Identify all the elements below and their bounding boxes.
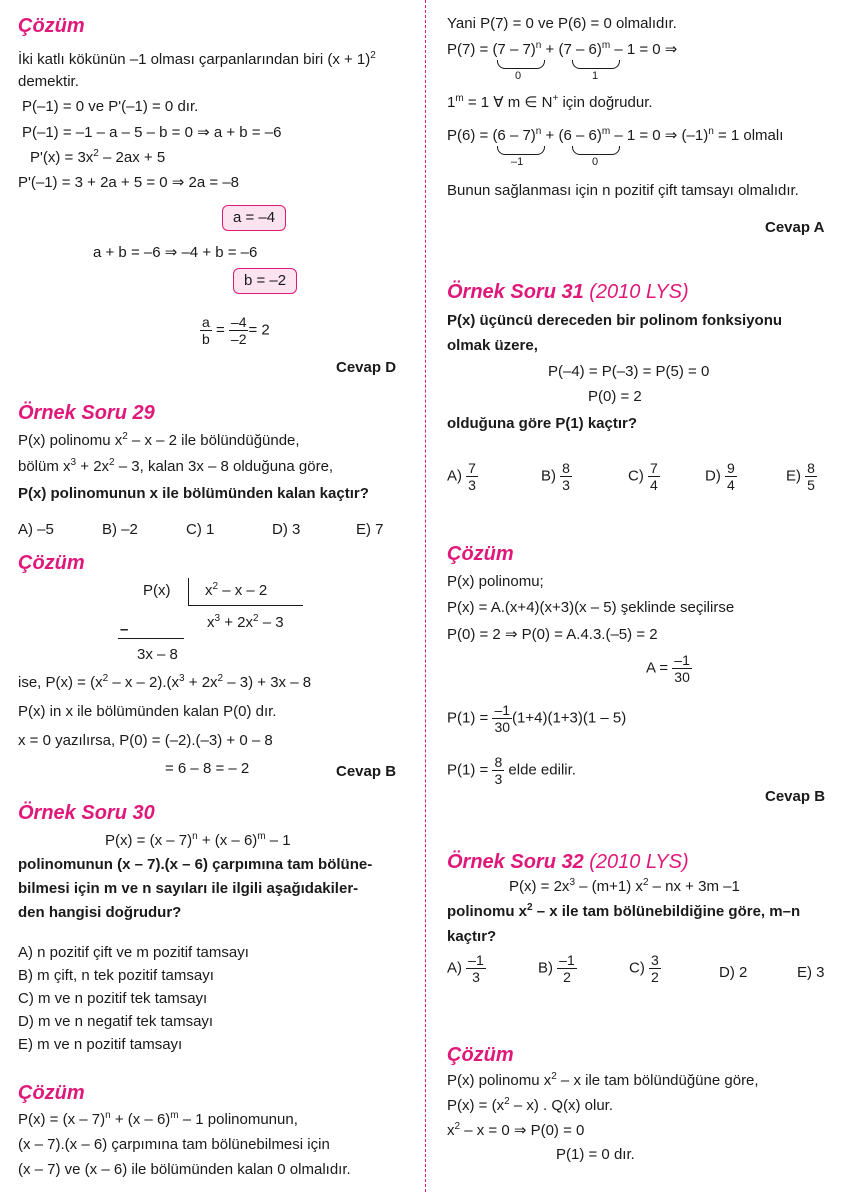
division-bar: [188, 578, 189, 606]
answer-option[interactable]: A) n pozitif çift ve m pozitif tamsayı: [18, 944, 249, 961]
solution-heading: Çözüm: [447, 543, 514, 565]
answer-option[interactable]: A) –5: [18, 521, 54, 538]
fraction-equation: $\frac{a}{b}$ = $\frac{-4}{-2}$ = 2: [202, 314, 270, 347]
text-line: a + b = –6 ⇒ –4 + b = –6: [93, 244, 258, 261]
text-line: $P(x) = (x^2 - x)$ . Q(x) olur.: [447, 1096, 614, 1114]
text-line: $x^2 - x = 0$ ⇒ P(0) = 0: [447, 1121, 585, 1139]
text-line: = 6 – 8 = – 2: [165, 760, 250, 777]
question-text: olmak üzere,: [447, 337, 538, 354]
text-line: P(x) = (x – 7)$^n$ + (x – 6)$^m$ – 1 polinomunun,: [18, 1110, 298, 1128]
text-line: $1^m = 1$ ∀ m ∈ N+ için doğrudur.: [447, 93, 653, 111]
equation: $P(x) = 2x^3 - (m+1)$ $x^2$ – nx + 3m –1: [509, 877, 740, 895]
underbrace: [497, 146, 545, 155]
text-line: P(x) = A.(x+4)(x+3)(x – 5) şeklinde seçilirse: [447, 599, 735, 616]
question-heading: Örnek Soru 29: [18, 402, 155, 424]
answer-option[interactable]: D) 2: [719, 964, 748, 981]
answer-option[interactable]: E) 7: [356, 521, 384, 538]
answer-label: Cevap D: [336, 359, 397, 376]
text-line: demektir.: [18, 73, 79, 90]
question-text: den hangisi doğrudur?: [18, 904, 182, 921]
solution-heading: Çözüm: [18, 1082, 85, 1104]
column-divider: [425, 0, 426, 1192]
question-text: polinomu $x^2$ – x ile tam bölünebildiğine göre, m–n: [447, 902, 801, 920]
answer-label: Cevap B: [336, 763, 397, 780]
text-line: P'(–1) = 3 + 2a + 5 = 0 ⇒ 2a = –8: [18, 174, 240, 191]
answer-option[interactable]: C) m ve n pozitif tek tamsayı: [18, 990, 208, 1007]
answer-option[interactable]: D) $\frac{9}{4}$: [705, 460, 735, 493]
question-heading: Örnek Soru 32 (2010 LYS): [447, 851, 689, 873]
brace-label: 0: [515, 70, 522, 82]
equation: P(1) = $\frac{-1}{30}$ (1+4)(1+3)(1 – 5): [447, 702, 627, 735]
highlight-box: b = –2: [233, 268, 297, 294]
division-quotient: $x^3 + 2x^2 - 3$: [207, 613, 284, 631]
question-text: kaçtır?: [447, 928, 497, 945]
answer-option[interactable]: C) $\frac{3}{2}$: [629, 952, 659, 985]
question-text: P(x) üçüncü dereceden bir polinom fonksiyonu: [447, 312, 783, 329]
text-line: ise, $P(x) = (x^2 - x - 2).(x^3 + 2x^2 - 3) + 3x - 8$: [18, 673, 312, 691]
underbrace: [572, 146, 620, 155]
underbrace: [497, 60, 545, 69]
equation: P(1) = $\frac{8}{3}$ elde edilir.: [447, 754, 576, 787]
text-line: İki katlı kökünün –1 olması çarpanlarından biri $(x + 1)^2$: [18, 50, 376, 68]
brace-label: –1: [511, 156, 524, 168]
equation: A = $\frac{-1}{30}$: [646, 652, 690, 685]
answer-option[interactable]: B) m çift, n tek pozitif tamsayı: [18, 967, 214, 984]
text-line: (x – 7).(x – 6) çarpımına tam bölünebilmesi için: [18, 1136, 330, 1153]
minus-sign: –: [120, 621, 129, 638]
text-line: P(x) in x ile bölümünden kalan P(0) dır.: [18, 703, 277, 720]
answer-option[interactable]: B) $\frac{-1}{2}$: [538, 952, 575, 985]
question-text: polinomunun (x – 7).(x – 6) çarpımına tam bölüne-: [18, 856, 373, 873]
solution-heading: Çözüm: [447, 1044, 514, 1066]
answer-option[interactable]: A) $\frac{-1}{3}$: [447, 952, 484, 985]
text-line: (x – 7) ve (x – 6) ile bölümünden kalan 0 olmalıdır.: [18, 1161, 351, 1178]
text-line: P(x) polinomu $x^2$ – x – 2 ile bölündüğünde,: [18, 431, 300, 449]
text-line: P(1) = 0 dır.: [556, 1146, 635, 1163]
equation: P(6) = (6 – 7)$^n$ + (6 – 6)$^m$ – 1 = 0 ⇒ $(-1)^n = 1$ olmalı: [447, 126, 784, 144]
text-line: x = 0 yazılırsa, P(0) = (–2).(–3) + 0 – 8: [18, 732, 273, 749]
answer-label: Cevap A: [765, 219, 825, 236]
brace-label: 1: [592, 70, 599, 82]
answer-option[interactable]: C) 1: [186, 521, 215, 538]
text-line: $P'(x) = 3x^2 - 2ax + 5$: [30, 148, 166, 166]
subtraction-line: [118, 638, 184, 639]
answer-label: Cevap B: [765, 788, 826, 805]
division-dividend: P(x): [143, 582, 171, 599]
solution-heading: Çözüm: [18, 552, 85, 574]
answer-option[interactable]: E) $\frac{8}{5}$: [786, 460, 815, 493]
text-line: P(x) polinomu $x^2$ – x ile tam bölündüğüne göre,: [447, 1071, 759, 1089]
equation: P(x) = (x – 7)$^n$ + (x – 6)$^m$ – 1: [105, 831, 291, 849]
text-line: bölüm $x^3 + 2x^2 - 3$, kalan 3x – 8 olduğuna göre,: [18, 457, 334, 475]
division-remainder: 3x – 8: [137, 646, 178, 663]
text-line: P(–1) = 0 ve P'(–1) = 0 dır.: [22, 98, 199, 115]
text-line: P(x) polinomu;: [447, 573, 544, 590]
question-text: olduğuna göre P(1) kaçtır?: [447, 415, 638, 432]
answer-option[interactable]: B) $\frac{8}{3}$: [541, 460, 570, 493]
answer-option[interactable]: D) 3: [272, 521, 301, 538]
answer-option[interactable]: B) –2: [102, 521, 138, 538]
equation: P(7) = (7 – 7)$^n$ + (7 – 6)$^m$ – 1 = 0 ⇒: [447, 40, 678, 58]
division-divisor: $x^2$ – x – 2: [205, 581, 268, 599]
answer-option[interactable]: E) m ve n pozitif tamsayı: [18, 1036, 183, 1053]
text-line: P(–1) = –1 – a – 5 – b = 0 ⇒ a + b = –6: [22, 124, 282, 141]
text-line: Bunun sağlanması için n pozitif çift tamsayı olmalıdır.: [447, 182, 799, 199]
text-line: Yani P(7) = 0 ve P(6) = 0 olmalıdır.: [447, 15, 677, 32]
question-heading: Örnek Soru 30: [18, 802, 155, 824]
question-text: P(x) polinomunun x ile bölümünden kalan kaçtır?: [18, 485, 369, 502]
answer-option[interactable]: E) 3: [797, 964, 825, 981]
answer-option[interactable]: A) $\frac{7}{3}$: [447, 460, 476, 493]
answer-option[interactable]: C) $\frac{7}{4}$: [628, 460, 658, 493]
equation: P(0) = 2: [588, 388, 642, 405]
underbrace: [572, 60, 620, 69]
text-line: P(0) = 2 ⇒ P(0) = A.4.3.(–5) = 2: [447, 626, 658, 643]
question-text: bilmesi için m ve n sayıları ile ilgili aşağıdakiler-: [18, 880, 359, 897]
brace-label: 0: [592, 156, 599, 168]
division-line: [188, 605, 303, 606]
equation: P(–4) = P(–3) = P(5) = 0: [548, 363, 710, 380]
question-heading: Örnek Soru 31 (2010 LYS): [447, 281, 689, 303]
answer-option[interactable]: D) m ve n negatif tek tamsayı: [18, 1013, 214, 1030]
solution-heading: Çözüm: [18, 15, 85, 37]
highlight-box: a = –4: [222, 205, 286, 231]
